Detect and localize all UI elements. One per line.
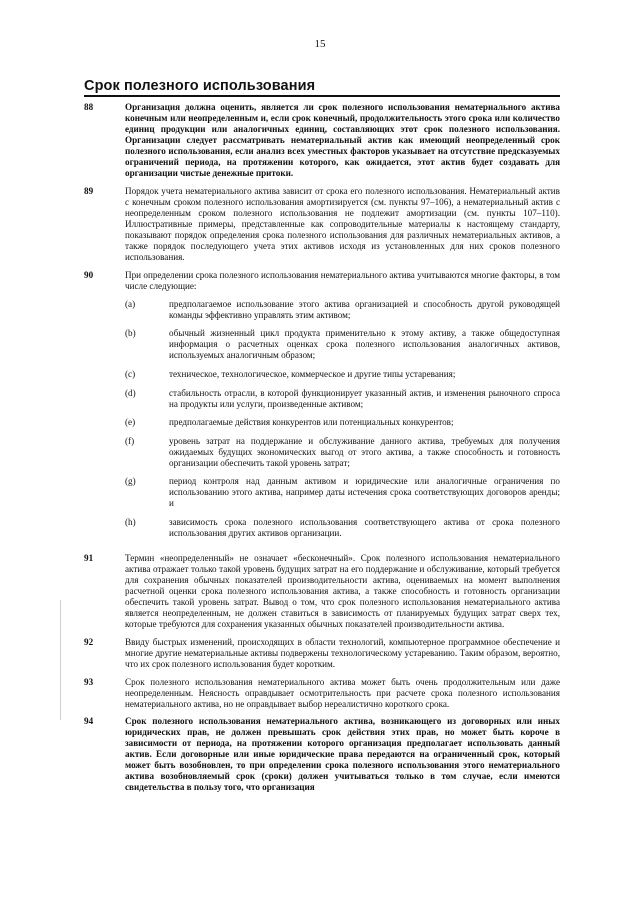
page-number: 15 (314, 38, 326, 50)
list-item-letter: (g) (125, 476, 136, 487)
list-item-text: предполагаемое использование этого актива организацией и способность другой руководящей команды эффективно управлять этим активом; (169, 298, 560, 320)
paragraph-number: 88 (84, 102, 94, 112)
paragraph-text: Порядок учета нематериального актива зависит от срока его полезного использования. Нематериальный актив с конечным сроком полезного использования амортизируется (см. пункты 97–106), а нематериальный актив с неопределенным сроком полезного использования не подлежит амортизации (см. пункты 107–110). Иллюстративные примеры, представленные как сопроводительные материалы к настоящему стандарту, показывают порядок определения срока полезного использования для различных нематериальных активов, а также порядок последующего учета этих активов исходя из установленных для них сроков полезного использования. (125, 185, 560, 263)
list-item (125, 299, 560, 321)
paragraph-93 (84, 677, 560, 710)
list-item-letter: (d) (125, 387, 136, 398)
paragraph-94 (84, 716, 560, 793)
paragraph-text: Срок полезного использования нематериального актива может быть очень продолжительным или даже неопределенным. Неясность оправдывает осмотрительность при расчете срока полезного использования нематериального актива, но не оправдывает выбор нереалистично короткого срока. (125, 676, 560, 709)
list-item-letter: (h) (125, 516, 136, 527)
list-item-text: обычный жизненный цикл продукта применительно к этому активу, а также общедоступная информация о расчетных оценках срока полезного использования аналогичных активов, используемых аналогичным образом; (169, 328, 560, 361)
paragraph-intro: При определении срока полезного использования нематериального актива учитываются многие факторы, в том числе следующие: (125, 269, 560, 291)
list-item (125, 369, 560, 380)
paragraph-text: Срок полезного использования нематериального актива, возникающего из договорных или иных юридических прав, не должен превышать срок действия этих прав, но может быть короче в зависимости от периода, на протяжении которого организация предполагает использовать данный актив. Если договорные или иные юридические права передаются на ограниченный срок, который может быть возобновлен, то при определении срока полезного использования этого нематериального актива возобновляемый срок (сроки) должен учитываться только в том случае, если имеются свидетельства в пользу того, что организация (125, 716, 560, 793)
list-item-text: период контроля над данным активом и юридические или аналогичные ограничения по использованию этого актива, например даты истечения срока соответствующих договоров аренды; и (169, 476, 560, 509)
list-item-letter: (c) (125, 368, 136, 379)
paragraph-body (125, 270, 560, 547)
list-item (125, 517, 560, 539)
paragraph-92 (84, 637, 560, 670)
list-item-text: уровень затрат на поддержание и обслуживание данного актива, требуемых для получения ожидаемых будущих экономических выгод от этого актива, а также способность и готовность организации обеспечить такой уровень затрат; (169, 435, 560, 468)
list-item-letter: (a) (125, 298, 136, 309)
list-item-letter: (e) (125, 417, 136, 428)
list-item (125, 436, 560, 469)
paragraph-number: 94 (84, 716, 94, 727)
paragraph-90 (84, 270, 560, 547)
paragraph-text: Ввиду быстрых изменений, происходящих в области технологий, компьютерное программное обеспечение и многие другие нематериальные активы подвержены технологическому устареванию. Таким образом, вероятно, что их срок полезного использования будет коротким. (125, 636, 560, 669)
list-item (125, 417, 560, 428)
list-item-letter: (f) (125, 435, 135, 446)
paragraph-88 (84, 102, 560, 179)
paragraph-number: 91 (84, 553, 94, 564)
paragraph-91 (84, 553, 560, 630)
document-body (84, 102, 560, 793)
list-item (125, 388, 560, 410)
paragraph-text: Организация должна оценить, является ли срок полезного использования нематериального актива конечным или неопределенным и, если срок конечный, продолжительность этого срока или количество единиц продукции или аналогичных единиц, составляющих этот срок полезного использования. Организации следует рассматривать нематериальный актив как имеющий неопределенный срок полезного использования, если анализ всех уместных факторов указывает на отсутствие предсказуемых ограничений периода, на протяжении которого, как ожидается, этот актив будет создавать для организации чистые денежные притоки. (125, 102, 560, 179)
list-item (125, 328, 560, 361)
list-item-text: предполагаемые действия конкурентов или потенциальных конкурентов; (169, 417, 454, 428)
list-item (125, 476, 560, 509)
paragraph-89 (84, 186, 560, 263)
paragraph-number: 90 (84, 269, 94, 280)
paragraph-number: 89 (84, 185, 94, 196)
list-item-text: техническое, технологическое, коммерческое и другие типы устаревания; (169, 368, 456, 379)
scan-margin-shadow (60, 600, 61, 720)
list-item-text: стабильность отрасли, в которой функционирует указанный актив, и изменения рыночного спроса на продукты или услуги, произведенные активом; (169, 387, 560, 409)
paragraph-text: Термин «неопределенный» не означает «бесконечный». Срок полезного использования нематериального актива отражает только такой уровень будущих затрат на его поддержание и обслуживание, который требуется для сохранения обычных показателей производительности актива, оцениваемых на момент выполнения расчетной оценки срока полезного использования актива, а также способность и готовность организации обеспечить такой уровень затрат. Вывод о том, что срок полезного использования нематериального актива является неопределенным, не должен ставиться в зависимость от планируемых будущих затрат сверх тех, которые требуются для сохранения указанных обычных показателей производительности актива. (125, 553, 560, 630)
paragraph-number: 93 (84, 676, 94, 687)
section-title: Срок полезного использования (84, 78, 560, 97)
list-item-text: зависимость срока полезного использования соответствующего актива от срока полезного использования других активов организации. (169, 516, 560, 538)
paragraph-number: 92 (84, 636, 94, 647)
list-item-letter: (b) (125, 328, 136, 339)
